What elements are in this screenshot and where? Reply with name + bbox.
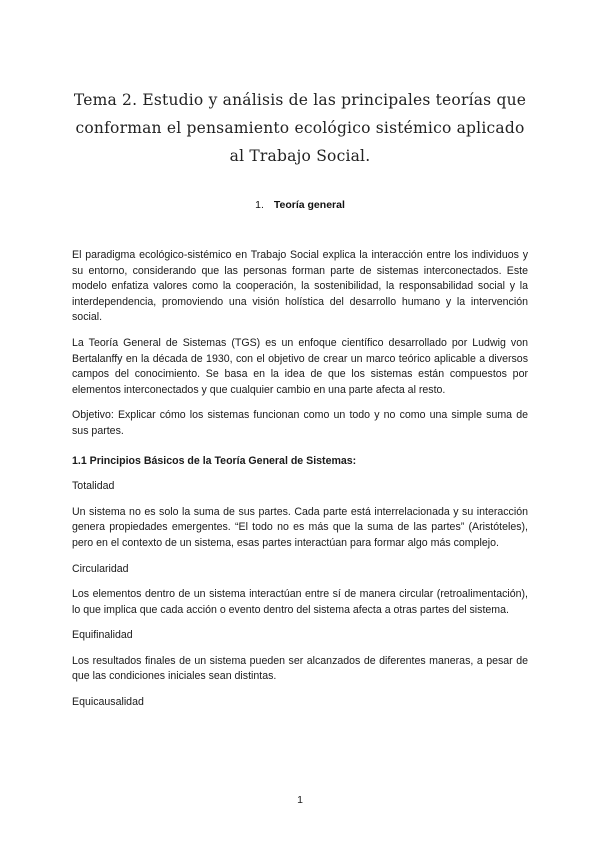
section-title: Teoría general xyxy=(273,199,345,211)
principle-text: Los resultados finales de un sistema pueden ser alcanzados de diferentes maneras, a pesar de que las condiciones iniciales sean distintas. xyxy=(72,654,528,683)
subsection-title: 1.1 Principios Básicos de la Teoría General de Sistemas: xyxy=(72,454,357,467)
document-title: Tema 2. Estudio y análisis de las principales teorías que conforman el pensamiento ecológico sistémico aplicado al Trabajo Social. xyxy=(73,91,527,165)
paragraph: El paradigma ecológico-sistémico en Trabajo Social explica la interacción entre los individuos y su entorno, considerando que las personas forman parte de sistemas interconectados. Este modelo enfatiza valores como la cooperación, la sostenibilidad, la responsabilidad social y la interdependencia, promoviendo una visión holística del desarrollo humano y la intervención social. xyxy=(72,249,528,324)
page-number: 1 xyxy=(297,794,303,806)
document-body xyxy=(72,248,528,721)
paragraph: Objetivo: Explicar cómo los sistemas funcionan como un todo y no como una simple suma de sus partes. xyxy=(72,409,528,437)
section-number: 1. xyxy=(255,199,264,211)
principle-name: Equifinalidad xyxy=(72,629,133,642)
paragraph: La Teoría General de Sistemas (TGS) es un enfoque científico desarrollado por Ludwig von Bertalanffy en la década de 1930, con el objetivo de crear un marco teórico aplicable a diversos campos del conocimiento. Se basa en la idea de que los sistemas están compuestos por elementos interconectados y que cualquier cambio en una parte afecta al resto. xyxy=(72,336,528,396)
principle-text: Un sistema no es solo la suma de sus partes. Cada parte está interrelacionada y su interacción genera propiedades emergentes. “El todo no es más que la suma de las partes” (Aristóteles), pero en el contexto de un sistema, esas partes interactúan para formar algo más complejo. xyxy=(72,505,528,549)
principle-name: Circularidad xyxy=(72,562,129,575)
principle-name: Equicausalidad xyxy=(72,696,144,709)
principle-name: Totalidad xyxy=(72,480,115,493)
section-heading xyxy=(0,199,600,211)
principle-text: Los elementos dentro de un sistema interactúan entre sí de manera circular (retroalimentación), lo que implica que cada acción o evento dentro del sistema afecta a otras partes del sistema. xyxy=(72,588,528,616)
